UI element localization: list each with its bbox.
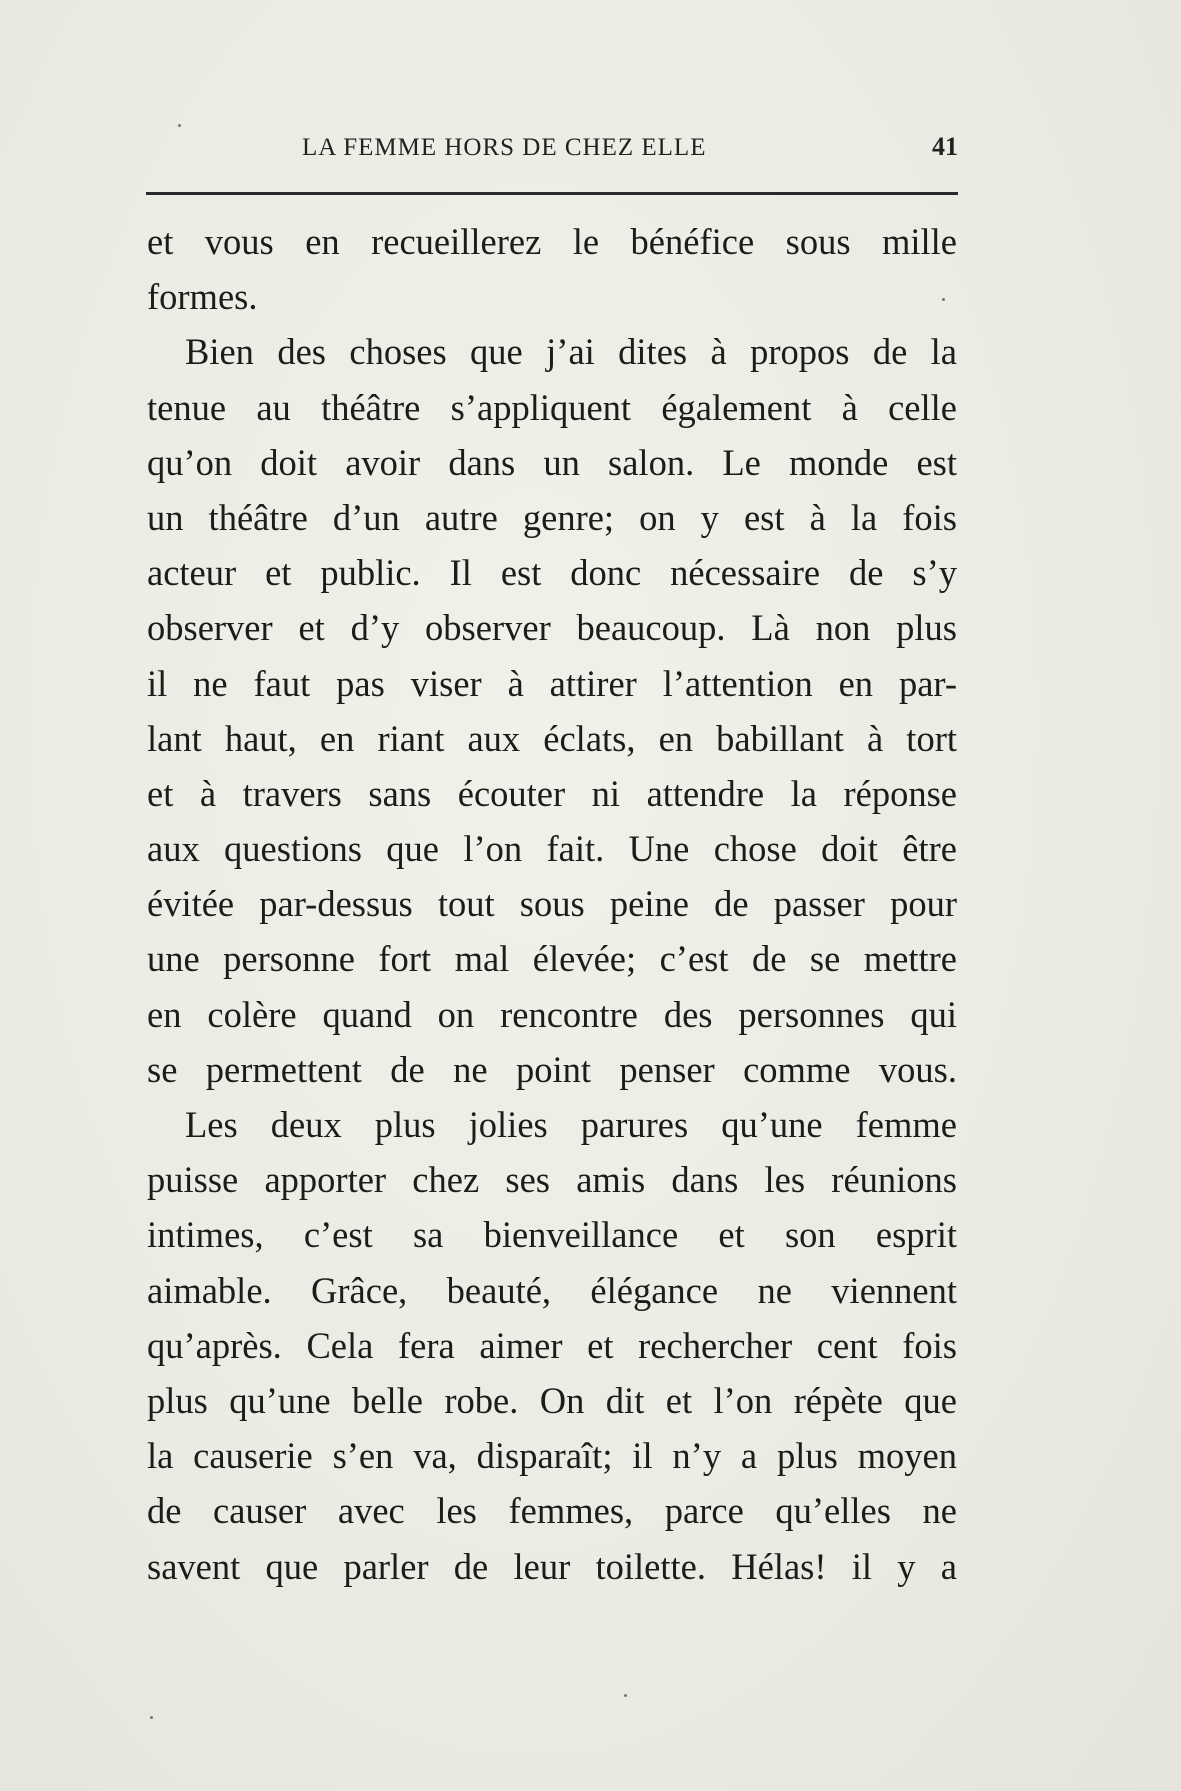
text-line: intimes, c’est sa bienveillance et son esprit xyxy=(147,1214,957,1256)
text-line: tenue au théâtre s’appliquent également à celle xyxy=(147,386,957,428)
text-line: il ne faut pas viser à attirer l’attention en par- xyxy=(147,662,957,704)
text-line: aimable. Grâce, beauté, élégance ne viennent xyxy=(147,1269,957,1311)
text-line: savent que parler de leur toilette. Hélas! il y a xyxy=(147,1545,957,1587)
body-text xyxy=(147,214,957,1594)
text-line: lant haut, en riant aux éclats, en babillant à tort xyxy=(147,717,957,759)
text-line: plus qu’une belle robe. On dit et l’on répète que xyxy=(147,1379,957,1421)
text-line: acteur et public. Il est donc nécessaire de s’y xyxy=(147,552,957,594)
header-rule xyxy=(146,192,958,195)
paper-speck xyxy=(150,1716,153,1719)
text-line: Les deux plus jolies parures qu’une femme xyxy=(185,1104,957,1145)
text-line: et vous en recueillerez le bénéfice sous mille xyxy=(147,221,957,262)
text-line: aux questions que l’on fait. Une chose doit être xyxy=(147,828,957,870)
text-line: un théâtre d’un autre genre; on y est à la fois xyxy=(147,496,957,538)
text-line: formes. xyxy=(147,276,258,318)
text-line: et à travers sans écouter ni attendre la réponse xyxy=(147,772,957,814)
text-line: observer et d’y observer beaucoup. Là non plus xyxy=(147,607,957,649)
text-line: en colère quand on rencontre des personnes qui xyxy=(147,993,957,1035)
running-title: LA FEMME HORS DE CHEZ ELLE xyxy=(302,134,707,161)
paper-speck xyxy=(942,298,945,301)
page-number: 41 xyxy=(932,132,958,161)
text-line: une personne fort mal élevée; c’est de se mettre xyxy=(147,938,957,980)
running-head xyxy=(146,130,958,170)
text-line: Bien des choses que j’ai dites à propos de la xyxy=(185,331,957,373)
text-line: puisse apporter chez ses amis dans les réunions xyxy=(147,1159,957,1201)
text-line: qu’après. Cela fera aimer et rechercher cent fois xyxy=(147,1324,957,1366)
text-line: se permettent de ne point penser comme vous. xyxy=(147,1048,957,1090)
text-line: évitée par-dessus tout sous peine de passer pour xyxy=(147,883,957,925)
text-line: la causerie s’en va, disparaît; il n’y a plus moyen xyxy=(147,1435,957,1477)
paper-speck xyxy=(178,124,181,127)
text-line: qu’on doit avoir dans un salon. Le monde est xyxy=(147,441,957,483)
text-line: de causer avec les femmes, parce qu’elles ne xyxy=(147,1490,957,1532)
paper-speck xyxy=(624,1694,627,1697)
